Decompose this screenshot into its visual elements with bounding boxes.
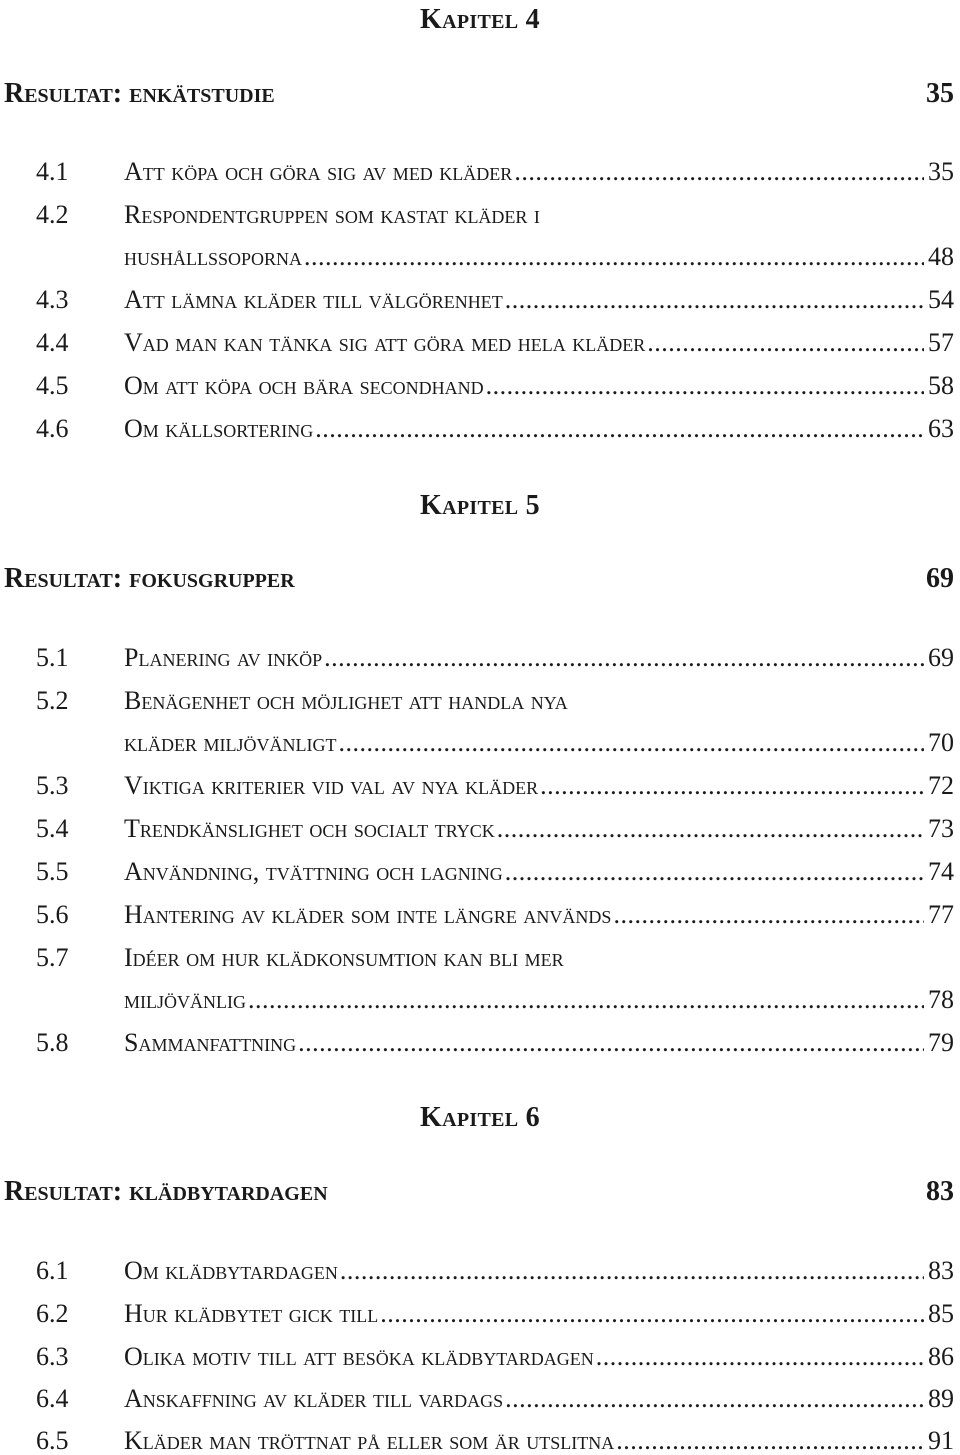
toc-entry-5-6[interactable] (36, 902, 954, 928)
entry-title: Att lämna kläder till välgörenhet (124, 285, 503, 314)
entry-title: Vad man kan tänka sig att göra med hela kläder (124, 328, 646, 357)
toc-entry-5-2-continued[interactable] (124, 730, 954, 756)
dot-leader (248, 987, 924, 1013)
chapter-5-label: Kapitel 5 (420, 490, 540, 521)
toc-entry-4-6[interactable] (36, 416, 954, 442)
entry-page: 83 (928, 1256, 954, 1285)
chapter-6-heading[interactable] (4, 1178, 954, 1206)
chapter-title: Resultat: enkätstudie (4, 78, 275, 109)
toc-entry-5-3[interactable] (36, 773, 954, 799)
entry-title: Benägenhet och möjlighet att handla nya (124, 686, 568, 715)
entry-number: 5.6 (36, 900, 69, 929)
entry-number: 4.5 (36, 371, 69, 400)
entry-page: 70 (928, 728, 954, 757)
entry-title: Om klädbytardagen (124, 1256, 338, 1285)
dot-leader (540, 773, 924, 799)
dot-leader (647, 330, 924, 356)
entry-page: 35 (928, 157, 954, 186)
chapter-title: Resultat: klädbytardagen (4, 1176, 328, 1207)
dot-leader (616, 1428, 924, 1454)
entry-number: 6.2 (36, 1299, 69, 1328)
toc-entry-4-1[interactable] (36, 159, 954, 185)
entry-page: 48 (928, 242, 954, 271)
dot-leader (505, 287, 924, 313)
entry-number: 5.7 (36, 943, 69, 972)
toc-entry-6-2[interactable] (36, 1301, 954, 1327)
entry-title: Hur klädbytet gick till (124, 1299, 379, 1328)
toc-entry-4-4[interactable] (36, 330, 954, 356)
toc-entry-4-2[interactable] (36, 202, 954, 228)
entry-number: 5.1 (36, 643, 69, 672)
entry-title: Trendkänslighet och socialt tryck (124, 814, 495, 843)
entry-page: 72 (928, 771, 954, 800)
toc-entry-6-4[interactable] (36, 1386, 954, 1412)
entry-number: 4.1 (36, 157, 69, 186)
entry-page: 54 (928, 285, 954, 314)
entry-page: 78 (928, 985, 954, 1014)
toc-entry-6-1[interactable] (36, 1258, 954, 1284)
entry-page: 73 (928, 814, 954, 843)
dot-leader (298, 1030, 924, 1056)
toc-entry-4-2-continued[interactable] (124, 244, 954, 270)
toc-entry-5-2[interactable] (36, 688, 954, 714)
entry-title: Olika motiv till att besöka klädbytardagen (124, 1342, 594, 1371)
dot-leader (338, 730, 924, 756)
toc-entry-5-7-continued[interactable] (124, 987, 954, 1013)
chapter-title: Resultat: fokusgrupper (4, 563, 295, 594)
entry-page: 89 (928, 1384, 954, 1413)
entry-title: Viktiga kriterier vid val av nya kläder (124, 771, 539, 800)
dot-leader (613, 902, 924, 928)
entry-number: 5.3 (36, 771, 69, 800)
entry-page: 63 (928, 414, 954, 443)
dot-leader (505, 1386, 924, 1412)
entry-title: Anskaffning av kläder till vardags (124, 1384, 504, 1413)
dot-leader (324, 645, 924, 671)
entry-number: 5.2 (36, 686, 69, 715)
toc-entry-5-5[interactable] (36, 859, 954, 885)
dot-leader (315, 416, 924, 442)
entry-number: 4.3 (36, 285, 69, 314)
dot-leader (514, 159, 924, 185)
dot-leader (304, 244, 924, 270)
dot-leader (380, 1301, 924, 1327)
toc-entry-5-8[interactable] (36, 1030, 954, 1056)
entry-number: 6.1 (36, 1256, 69, 1285)
entry-title: Planering av inköp (124, 643, 323, 672)
dot-leader (340, 1258, 924, 1284)
entry-title: Användning, tvättning och lagning (124, 857, 503, 886)
toc-entry-4-5[interactable] (36, 373, 954, 399)
entry-number: 4.2 (36, 200, 69, 229)
entry-page: 69 (928, 643, 954, 672)
entry-page: 77 (928, 900, 954, 929)
entry-title: Att köpa och göra sig av med kläder (124, 157, 513, 186)
chapter-4-label: Kapitel 4 (420, 4, 540, 35)
toc-entry-5-4[interactable] (36, 816, 954, 842)
dot-leader (497, 816, 924, 842)
chapter-page: 83 (926, 1176, 954, 1207)
toc-entry-5-7[interactable] (36, 945, 954, 971)
entry-title: Kläder man tröttnat på eller som är utslitna (124, 1426, 615, 1455)
entry-page: 86 (928, 1342, 954, 1371)
entry-page: 74 (928, 857, 954, 886)
chapter-4-heading[interactable] (4, 80, 954, 108)
dot-leader (596, 1344, 924, 1370)
dot-leader (505, 859, 924, 885)
entry-title-continued: miljövänlig (124, 985, 246, 1014)
toc-entry-6-5[interactable] (36, 1428, 954, 1454)
chapter-5-heading[interactable] (4, 565, 954, 593)
dot-leader (486, 373, 924, 399)
entry-number: 4.6 (36, 414, 69, 443)
entry-title: Om att köpa och bära secondhand (124, 371, 484, 400)
entry-number: 5.8 (36, 1028, 69, 1057)
entry-title: Respondentgruppen som kastat kläder i (124, 200, 540, 229)
entry-number: 6.3 (36, 1342, 69, 1371)
entry-title-continued: kläder miljövänligt (124, 728, 337, 757)
entry-page: 58 (928, 371, 954, 400)
entry-number: 5.5 (36, 857, 69, 886)
entry-number: 6.4 (36, 1384, 69, 1413)
entry-number: 6.5 (36, 1426, 69, 1455)
toc-entry-4-3[interactable] (36, 287, 954, 313)
chapter-page: 35 (926, 78, 954, 109)
toc-entry-6-3[interactable] (36, 1344, 954, 1370)
entry-number: 4.4 (36, 328, 69, 357)
entry-title-continued: hushållssoporna (124, 242, 303, 271)
entry-page: 57 (928, 328, 954, 357)
entry-page: 91 (928, 1426, 954, 1455)
chapter-page: 69 (926, 563, 954, 594)
entry-page: 85 (928, 1299, 954, 1328)
entry-title: Hantering av kläder som inte längre används (124, 900, 612, 929)
entry-title: Sammanfattning (124, 1028, 297, 1057)
entry-title: Om källsortering (124, 414, 314, 443)
entry-number: 5.4 (36, 814, 69, 843)
entry-title: Idéer om hur klädkonsumtion kan bli mer (124, 943, 564, 972)
chapter-6-label: Kapitel 6 (420, 1102, 540, 1133)
entry-page: 79 (928, 1028, 954, 1057)
toc-entry-5-1[interactable] (36, 645, 954, 671)
